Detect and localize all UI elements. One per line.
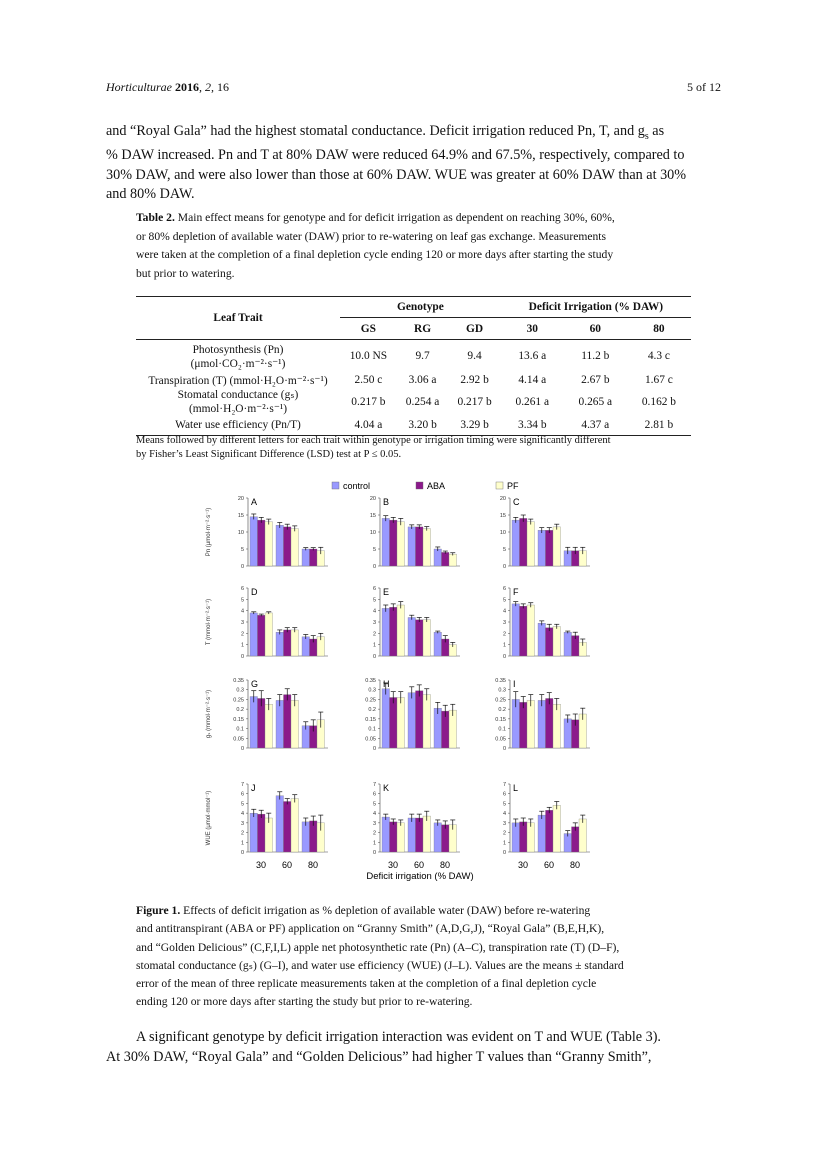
y-tick-label: 3 [372,620,376,626]
x-tick-label: 30 [255,860,267,870]
table-footnote: Means followed by different letters for each trait within genotype or irrigation timing were significantly different by Fisher’s Least Significant Difference (LSD) test at P ≤ 0.05. [136,435,611,460]
y-tick-label: 7 [502,782,506,788]
bar [382,608,390,656]
y-tick-label: 5 [502,801,506,808]
y-tick-label: 6 [372,791,376,798]
col-leaf-trait: Leaf Trait [136,297,340,340]
bar [390,607,398,656]
bar [390,520,398,566]
y-tick-label: 10 [369,530,376,536]
page-number: 5 of 12 [687,80,721,94]
y-tick-label: 0.05 [233,736,244,743]
y-tick-label: 0.35 [233,678,244,684]
bar [538,530,546,566]
intro-line: 30% DAW, and were also lower than those at 60% DAW. WUE was greater at 60% DAW than at 30% [106,166,687,183]
bar [416,818,424,852]
bar [434,708,442,748]
bar [423,816,431,852]
bar [250,517,258,566]
bar [408,693,416,748]
bar [302,549,310,566]
x-axis-label: Deficit irrigation (% DAW) [366,871,474,882]
y-tick-label: 3 [240,620,244,626]
x-tick-label: 80 [439,860,451,870]
figure-caption: Figure 1. Effects of deficit irrigation as % depletion of available water (DAW) before re-watering and antitranspirant (ABA or PF) application on “Granny Smith” (A,D,G,J), “Royal Gala” (B,E,H,K), and “Golden Delicious” (C,F,I,L) apple net photosynthetic rate (Pn) (A–C), transpiration rate (T) (D–F), stomatal conductance (gₛ) (G–I), and water use efficiency (WUE) (J–L). Values are the means ± standard error of the mean of three replicate measurements taken at the completion of a final depletion cycle ending 120 or more days after starting the study but prior to re-watering. [136,904,624,1009]
y-tick-label: 6 [240,791,244,798]
y-tick-label: 0 [372,850,376,856]
col-header: GD [466,322,484,335]
table-row: Photosynthesis (Pn) (μmol·CO₂·m⁻²·s⁻¹) 10.0 NS 9.7 9.4 13.6 a 11.2 b 4.3 c [190,344,670,370]
bar [302,637,310,656]
bar [265,818,273,852]
bar [276,700,284,748]
legend-label: PF [507,481,519,491]
bar [423,529,431,566]
y-tick-label: 5 [502,597,506,604]
y-tick-label: 5 [372,547,376,553]
table-caption: Table 2. Main effect means for genotype and for deficit irrigation as dependent on reaching 30%, 60%, or 80% depletion of available water (DAW) prior to re-watering on leaf gas exchange. Measurements were taken at the completion of a final depletion cycle ending 120 or more days after starting the study but prior to watering. [136,211,615,280]
y-axis-label: Pn (μmol·m⁻²·s⁻¹) [206,507,212,557]
y-tick-label: 2 [372,631,376,638]
x-tick-label: 80 [569,860,581,870]
bar [408,818,416,852]
x-tick-label: 30 [517,860,529,870]
x-tick-label: 80 [307,860,319,870]
y-tick-label: 0 [240,654,244,660]
bar [382,817,390,852]
legend-swatch [332,482,339,489]
bar [520,606,528,656]
bar [250,697,258,748]
bar [538,700,546,748]
y-tick-label: 6 [502,586,506,592]
article-number: 16 [217,80,229,94]
bar [512,604,520,656]
y-tick-label: 0.25 [233,697,244,704]
y-tick-label: 0.3 [498,687,506,694]
panel-letter: F [513,587,519,597]
bar [250,813,258,852]
closing-paragraph: A significant genotype by deficit irrigation interaction was evident on T and WUE (Table 3). At 30% DAW, “Royal Gala” and “Golden Delicious” had higher T values than “Granny Smith”, [106,1029,661,1065]
journal-year: 2016 [175,80,199,94]
bar [442,825,450,852]
y-tick-label: 5 [372,801,376,808]
panel-letter: H [383,679,390,689]
bar [553,704,561,748]
bar [310,549,318,566]
y-axis-label: T (mmol·m⁻²·s⁻¹) [206,598,212,646]
intro-line: and 80% DAW. [106,186,195,203]
y-tick-label: 0 [502,850,506,856]
panel-letter: I [513,679,516,689]
bar [382,689,390,748]
y-tick-label: 1 [502,840,506,847]
y-tick-label: 0.15 [233,716,244,723]
x-tick-label: 30 [387,860,399,870]
y-tick-label: 0.35 [495,678,506,684]
y-tick-label: 0.25 [495,697,506,704]
bar [442,552,450,566]
intro-line: and “Royal Gala” had the highest stomatal conductance. Deficit irrigation reduced Pn, T, and $g_s$ as [106,123,665,142]
y-tick-label: 10 [499,530,506,536]
bar [546,698,554,748]
y-tick-label: 4 [240,608,244,615]
y-tick-label: 0 [372,654,376,660]
running-header: Horticulturae 2016, 2, 16 [106,80,229,94]
y-tick-label: 5 [240,801,244,808]
bar [553,627,561,656]
y-tick-label: 0.2 [368,707,376,714]
y-axis-label: WUE (μmol·mmol⁻¹) [206,790,212,846]
x-tick-label: 60 [413,860,425,870]
journal-volume: 2 [205,80,211,94]
y-tick-label: 5 [502,547,506,553]
y-tick-label: 1 [240,642,244,649]
bar [291,799,299,852]
panel-letter: B [383,497,390,507]
intro-line: % DAW increased. Pn and T at 80% DAW were reduced 64.9% and 67.5%, respectively, compared to [106,147,685,164]
y-tick-label: 3 [502,820,506,827]
bar [546,628,554,656]
col-header: 60 [589,322,601,335]
bar [527,605,535,656]
bar [276,796,284,852]
bar [390,697,398,748]
y-tick-label: 3 [502,620,506,626]
panel-letter: L [513,783,519,793]
figure-1-chart [200,478,620,888]
y-tick-label: 20 [237,496,244,502]
bar [564,719,572,748]
y-tick-label: 2 [502,631,506,638]
bar [564,632,572,656]
bar [390,822,398,852]
bar [265,522,273,566]
journal-name: Horticulturae [106,80,172,94]
y-tick-label: 20 [499,496,506,502]
bar [553,805,561,852]
y-tick-label: 3 [372,820,376,827]
bar [291,529,299,566]
bar [382,518,390,566]
y-tick-label: 4 [372,811,376,818]
y-tick-label: 6 [240,586,244,592]
bar [538,623,546,656]
col-header: GS [360,322,376,335]
y-tick-label: 0 [240,564,244,570]
y-tick-label: 0 [502,746,506,752]
bar [258,520,266,566]
y-tick-label: 0.2 [498,707,506,714]
bar [520,822,528,852]
y-tick-label: 4 [240,811,244,818]
legend-label: control [343,481,371,491]
col-header: 30 [526,322,538,335]
y-tick-label: 10 [237,530,244,536]
bar [416,527,424,566]
col-header: 80 [653,322,665,335]
col-header: RG [414,322,432,335]
bar [546,810,554,852]
bar [265,704,273,748]
table-row: Transpiration (T) (mmol·H₂O·m⁻²·s⁻¹) 2.50 c 3.06 a 2.92 b 4.14 a 2.67 b 1.67 c [148,373,673,387]
y-tick-label: 4 [372,608,376,615]
y-tick-label: 1 [372,840,376,847]
y-tick-label: 6 [372,586,376,592]
y-axis-label: gₛ (mmol·m⁻²·s⁻¹) [206,689,212,739]
y-tick-label: 0.05 [495,736,506,743]
y-tick-label: 3 [240,820,244,827]
bar [520,518,528,566]
legend-swatch [496,482,503,489]
y-tick-label: 15 [499,513,506,519]
y-tick-label: 5 [240,547,244,553]
bar [416,620,424,656]
bar [284,695,292,748]
x-tick-label: 60 [543,860,555,870]
bar [276,632,284,656]
y-tick-label: 0.15 [365,716,376,723]
bar [408,617,416,656]
bar [416,691,424,748]
table-row: Water use efficiency (Pn/T) 4.04 a 3.20 b 3.29 b 3.34 b 4.37 a 2.81 b [136,416,691,435]
y-tick-label: 4 [502,608,506,615]
y-tick-label: 2 [240,830,244,837]
group-genotype: Genotype [340,297,501,318]
y-tick-label: 0.1 [236,726,244,733]
panel-letter: A [251,497,258,507]
bar [258,615,266,656]
bar [284,801,292,852]
panel-letter: D [251,587,258,597]
bar [258,814,266,852]
panel-letter: C [513,497,520,507]
bar [512,520,520,566]
y-tick-label: 0.1 [498,726,506,733]
bar [291,630,299,656]
y-tick-label: 6 [502,791,506,798]
bar [397,823,405,852]
bar [276,525,284,566]
bar [302,822,310,852]
y-tick-label: 2 [372,830,376,837]
group-deficit: Deficit Irrigation (% DAW) [501,297,691,318]
y-tick-label: 7 [240,782,244,788]
intro-paragraph [106,122,721,205]
y-tick-label: 7 [372,782,376,788]
y-tick-label: 0 [502,654,506,660]
y-tick-label: 20 [369,496,376,502]
bar [284,527,292,566]
bar [434,632,442,656]
bar [449,554,457,566]
y-tick-label: 0.05 [365,736,376,743]
bar [434,549,442,566]
y-tick-label: 5 [372,597,376,604]
bar [579,819,587,852]
bar [265,613,273,656]
y-tick-label: 1 [372,642,376,649]
bar [423,620,431,656]
bar [553,527,561,566]
y-tick-label: 0.2 [236,707,244,714]
bar [527,522,535,566]
y-tick-label: 0 [502,564,506,570]
bar [291,700,299,748]
bar [512,823,520,852]
y-tick-label: 0 [240,850,244,856]
panel-letter: J [251,783,256,793]
bar [397,605,405,656]
bar [434,823,442,852]
legend-swatch [416,482,423,489]
y-tick-label: 5 [240,597,244,604]
y-tick-label: 4 [502,811,506,818]
y-tick-label: 0.3 [368,687,376,694]
y-tick-label: 15 [237,513,244,519]
y-tick-label: 0.35 [365,678,376,684]
bar [546,530,554,566]
y-tick-label: 0 [372,746,376,752]
bar [250,613,258,656]
y-tick-label: 0.3 [236,687,244,694]
y-tick-label: 0.1 [368,726,376,733]
table-row: Stomatal conductance (gₛ) (mmol·H₂O·m⁻²·s⁻¹) 0.217 b 0.254 a 0.217 b 0.261 a 0.265 a 0.162 b [177,389,676,415]
bar [520,702,528,748]
legend-label: ABA [427,481,446,491]
panel-letter: E [383,587,390,597]
panel-letter: K [383,783,390,793]
panel-letter: G [251,679,259,689]
bar [527,823,535,852]
bar [397,522,405,566]
y-tick-label: 2 [240,631,244,638]
table-2 [136,296,691,436]
y-tick-label: 0 [372,564,376,570]
y-tick-label: 0 [240,746,244,752]
y-tick-label: 2 [502,830,506,837]
y-tick-label: 15 [369,513,376,519]
bar [538,815,546,852]
x-tick-label: 60 [281,860,293,870]
bar [423,695,431,748]
y-tick-label: 1 [240,840,244,847]
bar [408,527,416,566]
bar [527,700,535,748]
y-tick-label: 0.25 [365,697,376,704]
y-tick-label: 1 [502,642,506,649]
bar [397,697,405,748]
bar [284,630,292,656]
y-tick-label: 0.15 [495,716,506,723]
